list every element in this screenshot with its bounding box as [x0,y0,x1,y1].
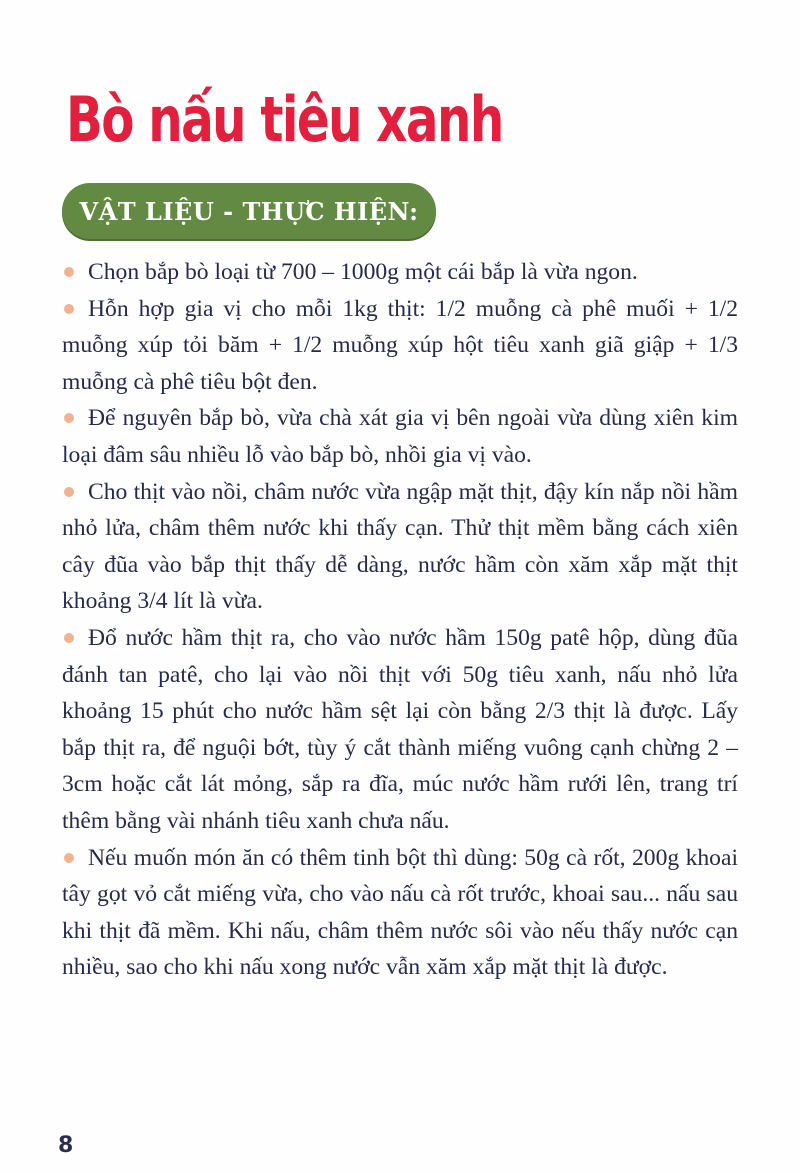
paragraph-3 [62,400,738,473]
bullet-dot-icon [64,853,74,863]
paragraph-text: Đổ nước hầm thịt ra, cho vào nước hầm 150g patê hộp, dùng đũa đánh tan patê, cho lại vào nồi thịt với 50g tiêu xanh, nấu nhỏ lửa khoảng 15 phút cho nước hầm sệt lại còn bằng 2/3 thịt là được. Lấy bắp thịt ra, để nguội bớt, tùy ý cắt thành miếng vuông cạnh chừng 2 – 3cm hoặc cắt lát mỏng, sắp ra đĩa, múc nước hầm rưới lên, trang trí thêm bằng vài nhánh tiêu xanh chưa nấu. [62,624,738,834]
page-number: 8 [58,1133,74,1158]
paragraph-text: Chọn bắp bò loại từ 700 – 1000g một cái bắp là vừa ngon. [88,259,638,285]
paragraph-2 [62,291,738,401]
section-heading-pill [62,183,436,239]
bullet-dot-icon [64,633,74,643]
recipe-body [62,254,738,986]
section-heading: VẬT LIỆU - THỰC HIỆN: [79,196,419,226]
paragraph-1 [62,254,738,291]
bullet-dot-icon [64,487,74,497]
bullet-dot-icon [64,304,74,314]
bullet-dot-icon [64,267,74,277]
paragraph-text: Cho thịt vào nồi, châm nước vừa ngập mặt thịt, đậy kín nắp nồi hầm nhỏ lửa, châm thêm nước khi thấy cạn. Thử thịt mềm bằng cách xiên cây đũa vào bắp thịt thấy dễ dàng, nước hầm còn xăm xắp mặt thịt khoảng 3/4 lít là vừa. [62,478,738,615]
paragraph-4 [62,474,738,620]
paragraph-text: Hỗn hợp gia vị cho mỗi 1kg thịt: 1/2 muỗng cà phê muối + 1/2 muỗng xúp tỏi băm + 1/2 muỗng xúp hột tiêu xanh giã giập + 1/3 muỗng cà phê tiêu bột đen. [62,295,738,395]
recipe-title: Bò nấu tiêu xanh [66,83,503,156]
paragraph-text: Để nguyên bắp bò, vừa chà xát gia vị bên ngoài vừa dùng xiên kim loại đâm sâu nhiều lỗ vào bắp bò, nhồi gia vị vào. [62,405,738,468]
paragraph-text: Nếu muốn món ăn có thêm tinh bột thì dùng: 50g cà rốt, 200g khoai tây gọt vỏ cắt miếng vừa, cho vào nấu cà rốt trước, khoai sau... nấu sau khi thịt đã mềm. Khi nấu, châm thêm nước sôi vào nếu thấy nước cạn nhiều, sao cho khi nấu xong nước vẫn xăm xắp mặt thịt là được. [62,844,738,981]
paragraph-6 [62,840,738,986]
paragraph-5 [62,620,738,840]
bullet-dot-icon [64,413,74,423]
